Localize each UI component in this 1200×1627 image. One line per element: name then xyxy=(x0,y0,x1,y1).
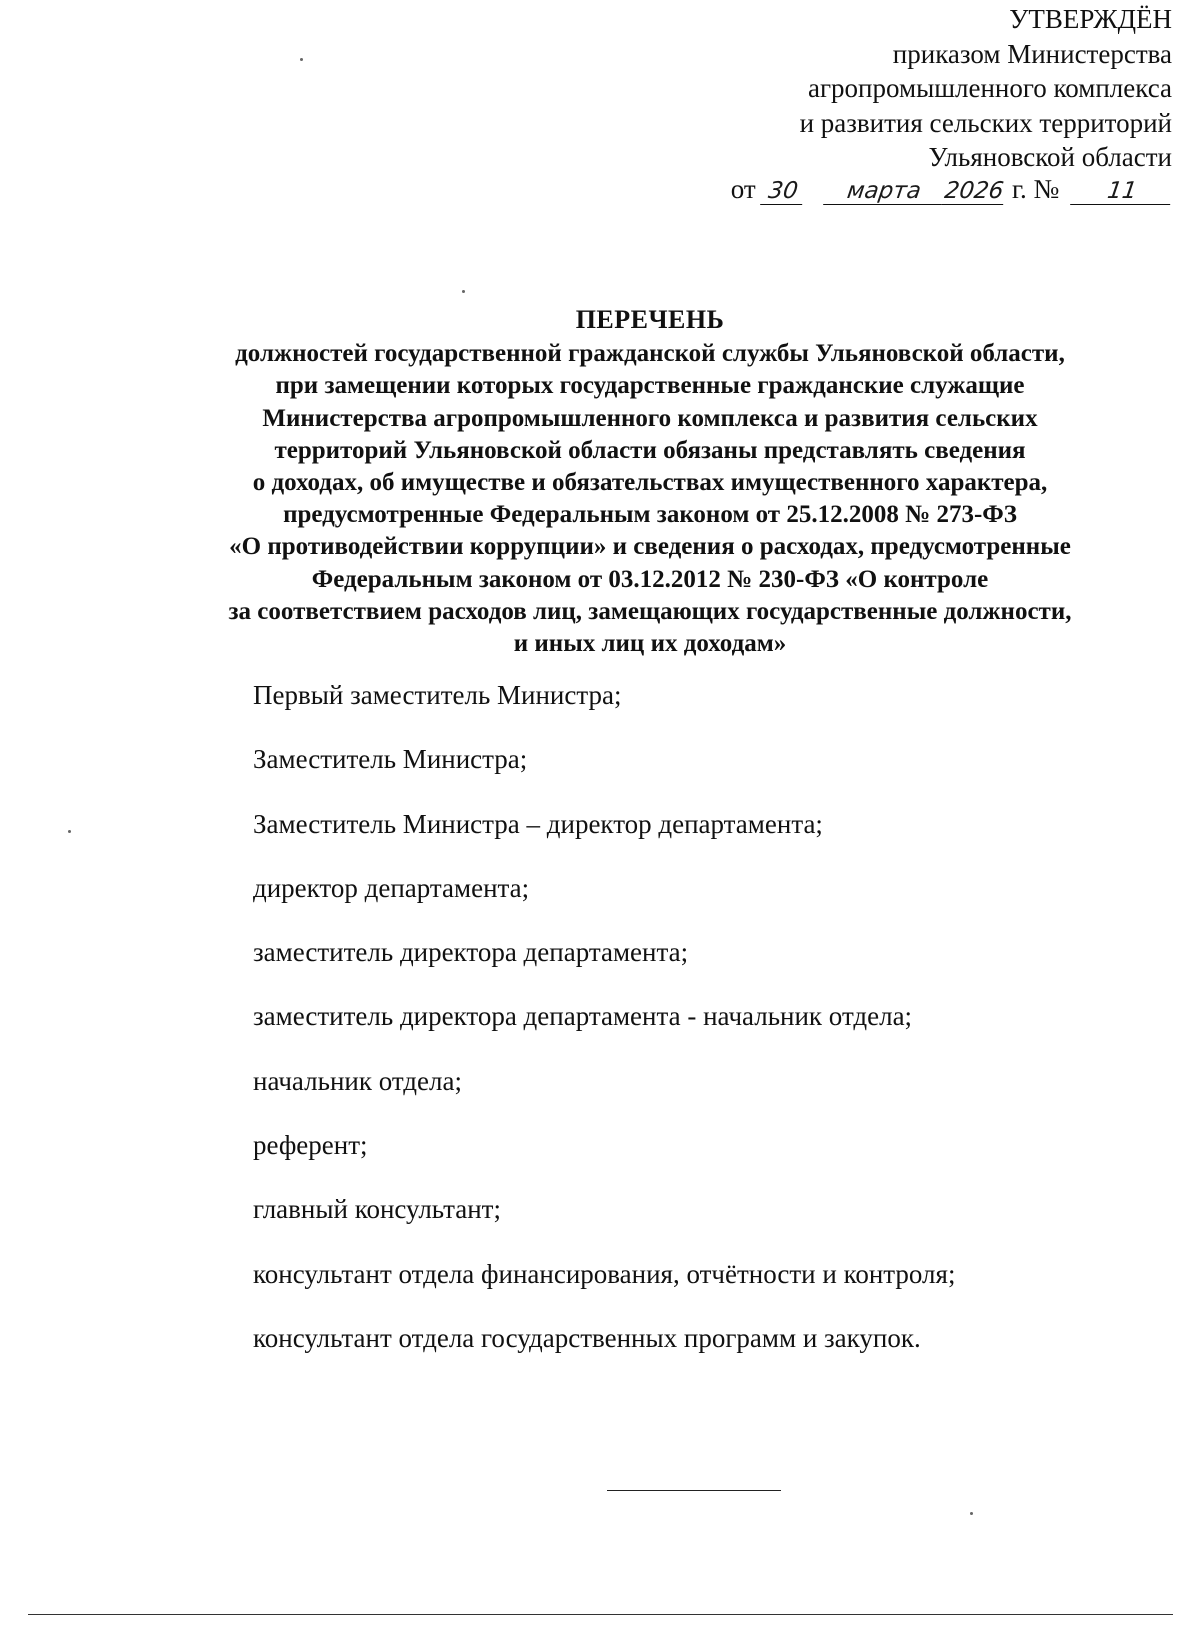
title-line: предусмотренные Федеральным законом от 25.12.2008 № 273-ФЗ xyxy=(283,501,1017,529)
list-item: директор департамента; xyxy=(253,872,530,903)
list-title-block xyxy=(150,304,1150,660)
title-line: о доходах, об имуществе и обязательствах имущественного характера, xyxy=(252,469,1048,497)
order-day-handwritten: 30 xyxy=(761,178,807,205)
page-title: ПЕРЕЧЕНЬ xyxy=(575,305,725,334)
list-item: консультант отдела государственных программ и закупок. xyxy=(253,1322,921,1353)
title-line: «О противодействии коррупции» и сведения о расходах, предусмотренные xyxy=(229,533,1071,561)
order-year-suffix: г. № xyxy=(1011,174,1060,204)
list-item: консультант отдела финансирования, отчётности и контроля; xyxy=(253,1258,956,1289)
scan-edge-line xyxy=(28,1614,1173,1615)
scan-speck xyxy=(462,290,465,293)
approval-line: и развития сельских территорий xyxy=(799,107,1172,138)
approval-line: агропромышленного комплекса xyxy=(808,73,1172,103)
list-item: заместитель директора департамента; xyxy=(253,937,689,968)
approval-line: Ульяновской области xyxy=(928,142,1172,172)
end-of-document-divider xyxy=(607,1490,781,1491)
scan-speck xyxy=(300,58,303,61)
approval-heading: УТВЕРЖДЁН xyxy=(1009,4,1172,34)
title-line: Министерства агропромышленного комплекса и развития сельских xyxy=(262,404,1038,432)
scan-speck xyxy=(970,1512,973,1515)
order-prefix: от xyxy=(730,174,756,204)
title-line: территорий Ульяновской области обязаны представлять сведения xyxy=(274,436,1026,464)
title-line: и иных лиц их доходам» xyxy=(513,630,787,658)
list-item: заместитель директора департамента - начальник отдела; xyxy=(253,1001,913,1032)
list-item: главный консультант; xyxy=(253,1194,501,1225)
title-line: при замещении которых государственные гражданские служащие xyxy=(275,372,1025,400)
list-item: Заместитель Министра – директор департамента; xyxy=(253,808,823,839)
title-line: за соответствием расходов лиц, замещающих государственные должности, xyxy=(228,597,1072,625)
list-item: Первый заместитель Министра; xyxy=(253,680,622,710)
order-number-handwritten: 11 xyxy=(1070,178,1174,205)
order-month-handwritten: марта xyxy=(823,178,945,205)
approval-line: приказом Министерства xyxy=(892,38,1172,69)
list-item: Заместитель Министра; xyxy=(253,744,528,775)
scan-speck xyxy=(68,830,71,833)
order-date-number xyxy=(731,172,1172,206)
title-line: Федеральным законом от 03.12.2012 № 230-ФЗ «О контроле xyxy=(311,565,989,593)
approval-stamp-block xyxy=(800,2,1172,175)
title-line: должностей государственной гражданской службы Ульяновской области, xyxy=(235,340,1065,368)
order-year-handwritten: 2026 xyxy=(943,178,1006,204)
list-item: начальник отдела; xyxy=(253,1065,462,1096)
list-item: референт; xyxy=(253,1130,368,1161)
positions-list xyxy=(253,678,955,1385)
